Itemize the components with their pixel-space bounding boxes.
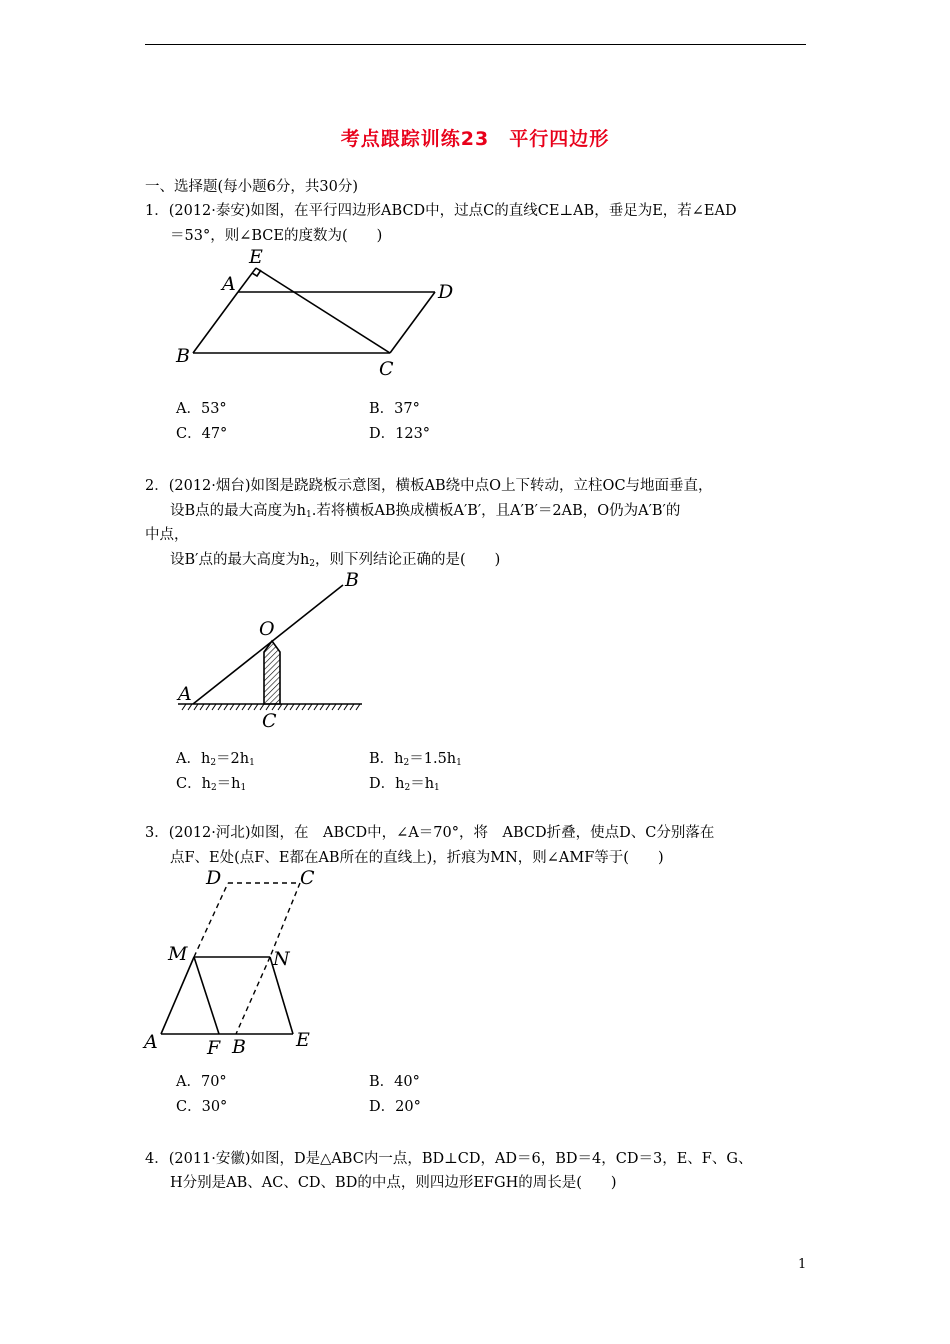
q1-option-b: B．37° xyxy=(369,401,420,417)
q3-label-e: E xyxy=(296,1029,310,1051)
q3-text-line2: 点F、E处(点F、E都在AB所在的直线上)，折痕为MN，则∠AMF等于( ) xyxy=(170,850,664,866)
q2-option-c: C．$h_2=h_1$ xyxy=(176,776,247,793)
q1-option-a: A．53° xyxy=(176,401,227,417)
q3-label-a: A xyxy=(144,1031,158,1053)
q2-text-line4: 设B′点的最大高度为$h_2$，则下列结论正确的是( ) xyxy=(170,552,501,569)
q3-label-d: D xyxy=(206,867,222,889)
q2-option-d: D．$h_2=h_1$ xyxy=(369,776,440,793)
page-number: 1 xyxy=(798,1257,807,1272)
q1-option-c: C．47° xyxy=(176,426,228,442)
q2-text-line1: 2．(2012·烟台)如图是跷跷板示意图，横板AB绕中点O上下转动，立柱OC与地面垂直， xyxy=(145,478,713,494)
q1-text-line1: 1．(2012·泰安)如图，在平行四边形ABCD中，过点C的直线CE⊥AB，垂足为E，若∠EAD xyxy=(145,203,737,219)
q2-label-o: O xyxy=(259,618,275,640)
q3-label-m: M xyxy=(168,943,188,965)
q2-text-line3: 中点， xyxy=(145,527,189,543)
q1-label-c: C xyxy=(379,358,394,380)
q3-option-b: B．40° xyxy=(369,1074,420,1090)
q1-label-b: B xyxy=(176,345,190,367)
q1-option-d: D．123° xyxy=(369,426,431,442)
q2-label-c: C xyxy=(262,710,277,732)
q3-option-a: A．70° xyxy=(176,1074,227,1090)
q3-option-c: C．30° xyxy=(176,1099,228,1115)
q3-label-b: B xyxy=(232,1036,246,1058)
q4-text-line1: 4．(2011·安徽)如图，D是△ABC内一点，BD⊥CD，AD＝6，BD＝4，CD＝3，E、F、G、 xyxy=(145,1151,753,1167)
q3-text-line1: 3．(2012·河北)如图，在 ABCD中，∠A＝70°，将 ABCD折叠，使点D、C分别落在 xyxy=(145,825,715,841)
q4-text-line2: H分别是AB、AC、CD、BD的中点，则四边形EFGH的周长是( ) xyxy=(170,1175,617,1191)
q1-label-a: A xyxy=(222,273,236,295)
section-heading: 一、选择题(每小题6分，共30分) xyxy=(145,179,358,195)
q3-option-d: D．20° xyxy=(369,1099,421,1115)
q2-label-a: A xyxy=(178,683,192,705)
q2-text-line2: 设B点的最大高度为$h_1$.若将横板AB换成横板A′B′，且A′B′＝2AB，O仍为A′B′的 xyxy=(170,503,681,520)
q2-option-b: B．$h_2=1.5h_1$ xyxy=(369,751,462,768)
q1-text-line2: ＝53°，则∠BCE的度数为( ) xyxy=(170,228,383,244)
q3-label-n: N xyxy=(273,948,290,970)
q1-label-e: E xyxy=(249,246,263,268)
q1-label-d: D xyxy=(438,281,454,303)
page-title: 考点跟踪训练23 平行四边形 xyxy=(340,128,610,150)
q3-label-c: C xyxy=(300,867,315,889)
q2-option-a: A．$h_2=2h_1$ xyxy=(176,751,255,768)
q3-label-f: F xyxy=(207,1037,221,1059)
q2-label-b: B xyxy=(345,569,359,591)
